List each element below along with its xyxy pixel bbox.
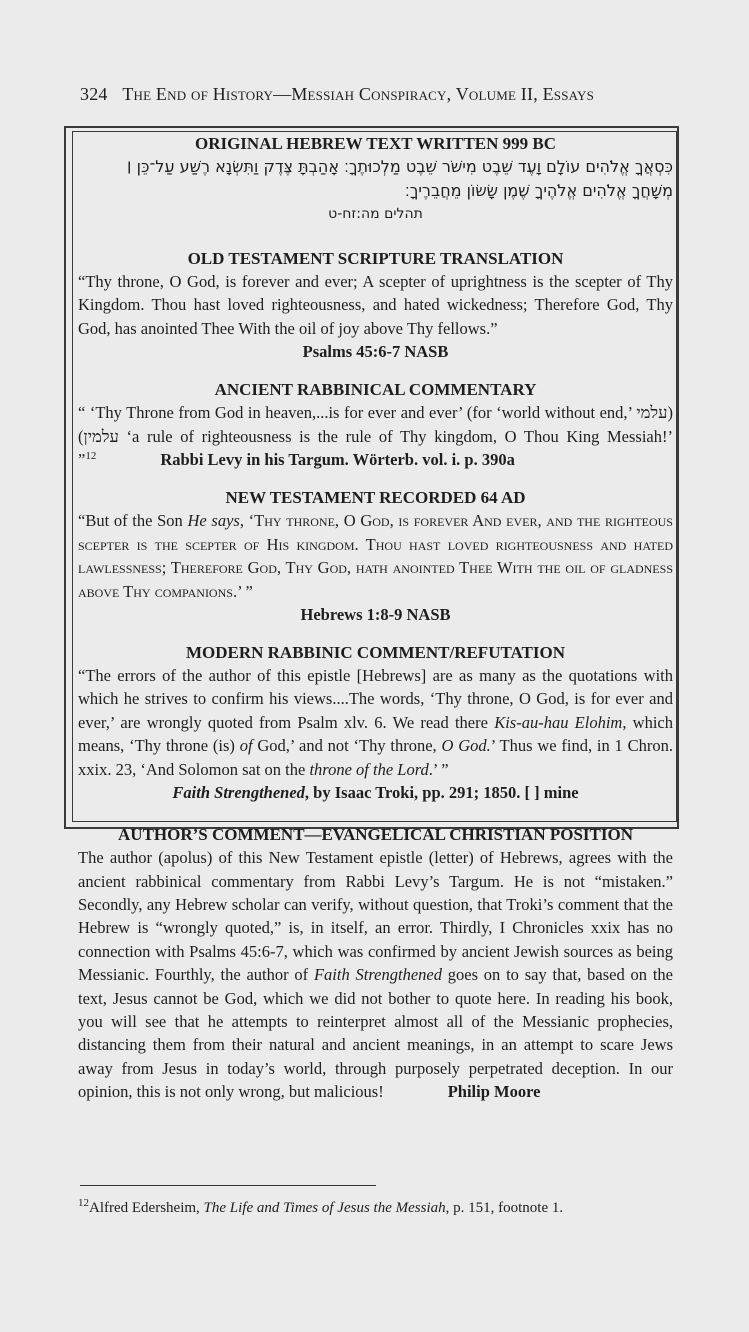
footnote-title: The Life and Times of Jesus the Messiah xyxy=(203,1200,446,1216)
author-signature: Philip Moore xyxy=(447,1082,541,1102)
running-title: The End of History—Messiah Conspiracy, Volume II, Essays xyxy=(122,84,595,104)
rabbinical-text-a: “ ‘Thy Throne from God in heaven,...is for ever and ever’ (for ‘world without end,’ xyxy=(78,403,637,423)
footnote-author: Alfred Edersheim, xyxy=(89,1200,204,1216)
page-number: 324 xyxy=(80,84,108,104)
modern-of: of xyxy=(239,736,253,756)
rabbinical-signature: Rabbi Levy in his Targum. Wörterb. vol. i. p. 390a xyxy=(160,450,515,470)
nt-text-a: “But of the Son xyxy=(78,511,188,531)
hebrew-line-2: מְשָׁחֲךָ אֱלֹהִים אֱלֹהֶיךָ שֶׁמֶן שָׂשׂוֹן מֵחֲבֵרֶיךָ׃ xyxy=(405,181,673,200)
author-text-a: The author (apolus) of this New Testament epistle (letter) of Hebrews, agrees with the ancient rabbinical commentary from Rabbi Levy’s Targum. He is not “mistaken.” Secondly, any Hebrew scholar can verify, without question, that Troki’s comment that the Hebrew is “wrongly quoted,” is, in itself, an error. Thirdly, I Chronicles xxix has no connection with Psalms 45:6-7, which was confirmed by ancient Jewish sources as being Messianic. Fourthly, the author of xyxy=(78,848,673,985)
footnote xyxy=(78,1198,718,1218)
modern-text-a: “The errors of the author of this epistle [Hebrews] are as many as the quotations with which he strives to confirm his views....The words, ‘Thy throne, O God, is for ever and ever,’ are wrongly quoted from Psalm xlv. 6. We read there xyxy=(78,666,673,732)
modern-text-b: , which means, ‘Thy throne (is) xyxy=(78,712,673,756)
modern-o-god: O God. xyxy=(441,736,491,756)
modern-text xyxy=(78,664,673,781)
author-heading: AUTHOR’S COMMENT—EVANGELICAL CHRISTIAN POSITION xyxy=(118,825,633,845)
footnote-marker[interactable]: 12 xyxy=(85,450,97,463)
rabbinical-heading: ANCIENT RABBINICAL COMMENTARY xyxy=(214,380,537,400)
modern-kis-au-hau: Kis-au-hau Elohim xyxy=(494,712,623,732)
modern-throne-of-the-lord: throne of the Lord xyxy=(309,759,429,779)
modern-text-c: God,’ and not ‘Thy throne, xyxy=(252,736,442,756)
nt-he-says: He says xyxy=(187,511,240,531)
rabbinical-text-b: ‘a rule of righteousness is the rule of Thy kingdom, O Thou King Messiah!’ ” xyxy=(78,426,673,470)
nt-text-b: , ‘Thy throne, O God, is forever And ever, and the righteous scepter is the scepter of His kingdom. Thou hast loved righteousness and hated lawlessness; Therefore God, Thy God, hath anointed Thee With the oil of gladness above Thy companions.’ ” xyxy=(78,511,673,601)
modern-citation xyxy=(78,781,673,804)
modern-text-d: ’ Thus we find, in 1 Chron. xxix. 23, ‘And Solomon sat on the xyxy=(78,736,673,779)
hebrew-line-1: כִּסְאֲךָ אֱלֹהִים עוֹלָם וָעֶד שֵׁבֶט מִישֹׁר שֵׁבֶט מַלְכוּתֶךָ׃ אָהַבְתָּ צֶּדֶק וַתִּשְׂנָא רֶשַׁע עַל־כֵּן ׀ xyxy=(126,157,673,176)
ot-heading: OLD TESTAMENT SCRIPTURE TRANSLATION xyxy=(187,249,564,268)
modern-text-e: .’ ” xyxy=(428,759,449,779)
hebrew-reference: תהלים מה:זח-ט xyxy=(328,206,423,222)
content-box xyxy=(72,131,677,1102)
modern-citation-rest: , by Isaac Troki, pp. 291; 1850. [ ] mine xyxy=(304,783,579,803)
footnote-rest: , p. 151, footnote 1. xyxy=(445,1200,564,1216)
ot-text: “Thy throne, O God, is forever and ever; A scepter of uprightness is the scepter of Thy Kingdom. Thou hast loved righteousness, and hated wickedness; Therefore God, Thy God, has anointed Thee With the oil of joy above Thy fellows.” xyxy=(78,272,673,338)
rabbinical-hebrew-words: (עלמי עלמין) xyxy=(78,403,673,446)
footnote-number: 12 xyxy=(78,1197,89,1209)
running-head xyxy=(80,84,700,105)
author-text-b: goes on to say that, based on the text, Jesus cannot be God, which we did not bother to quote here. In reading his book, you will see that he attempts to reinterpret almost all of the Messianic prophecies, distancing them from their natural and ancient meanings, in an attempt to scare Jews away from Jesus in today’s world, through purposely perpetrated deception. In our opinion, this is not only wrong, but malicious! xyxy=(78,965,674,1102)
author-book-title: Faith Strengthened xyxy=(313,965,442,985)
modern-heading: MODERN RABBINIC COMMENT/REFUTATION xyxy=(185,643,566,663)
ot-citation: Psalms 45:6-7 NASB xyxy=(302,342,449,362)
modern-citation-title: Faith Strengthened xyxy=(172,783,305,803)
nt-citation: Hebrews 1:8-9 NASB xyxy=(300,605,451,625)
rabbinical-text xyxy=(78,401,673,471)
nt-text xyxy=(78,509,673,603)
nt-heading: NEW TESTAMENT RECORDED 64 AD xyxy=(225,488,526,508)
hebrew-heading: ORIGINAL HEBREW TEXT WRITTEN 999 BC xyxy=(194,134,557,153)
footnote-rule xyxy=(80,1185,376,1186)
author-text xyxy=(78,846,673,1103)
